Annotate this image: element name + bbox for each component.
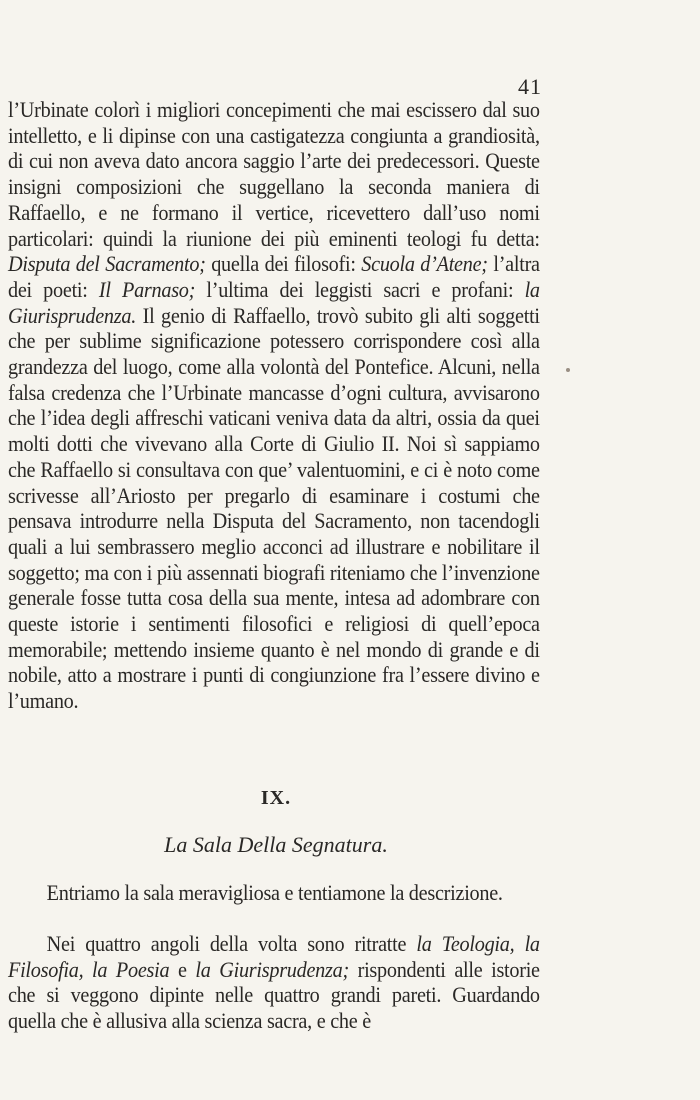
- text-run: Entriamo la sala meravigliosa e tentiamone la descrizione.: [46, 880, 503, 905]
- body-paragraph-3: [8, 931, 540, 1034]
- text-run: l’ultima dei leggisti sacri e profani:: [195, 276, 525, 302]
- section-number: IX.: [260, 787, 292, 809]
- body-paragraph-1: [8, 97, 540, 714]
- italic-text-run: la Teologia, la Filosofia, la Poesia: [8, 931, 540, 982]
- paragraph-text: [8, 880, 540, 906]
- paragraph-text: [8, 931, 540, 1034]
- text-run: l’altra dei poeti:: [8, 251, 540, 302]
- italic-text-run: Scuola d’Atene;: [361, 251, 488, 277]
- text-run: rispondenti alle istorie che si veggono dipinte nelle quattro grandi pareti. Guardando quella che è allusiva alla scienza sacra, e che è: [8, 956, 540, 1034]
- paragraph-text: [8, 97, 540, 714]
- text-run: Nei quattro angoli della volta sono ritratte: [46, 931, 417, 956]
- page-number: 41: [518, 74, 542, 99]
- text-run: e: [169, 956, 196, 982]
- italic-text-run: Disputa del Sacramento;: [8, 251, 206, 277]
- body-paragraph-2: [8, 880, 540, 906]
- italic-text-run: la Giurisprudenza.: [8, 276, 540, 328]
- text-run: Il genio di Raffaello, trovò subito gli alti soggetti che per sublime significazione potessero corrispondere così alla grandezza del luogo, come alla volontà del Pontefice. Alcuni, nella falsa credenza che l’Urbinate mancasse d’ogni cultura, avvisarono che l’idea degli affreschi vaticani veniva data da altri, ossia da quei molti dotti che vivevano alla Corte di Giulio II. Noi sì sappiamo che Raffaello si consultava con que’ valentuomini, e ci è noto come scrivesse all’Ariosto per pregarlo di esaminare i costumi che pensava introdurre nella Disputa del Sacramento, non tacendogli quali a lui sembrassero meglio acconci ad illustrare e nobilitare il soggetto; ma con i più assennati biografi riteniamo che l’invenzione generale fosse tutta cosa della sua mente, intesa ad adombrare con queste istorie i sentimenti filosofici e religiosi di quell’epoca memorabile; mettendo insieme quanto è nel mondo di grande e di nobile, atto a mostrare i punti di congiunzione fra l’essere divino e l’umano.: [8, 302, 540, 714]
- section-title: La Sala Della Segnatura.: [164, 832, 388, 857]
- margin-mark: [566, 368, 570, 372]
- text-run: l’Urbinate colorì i migliori concepimenti che mai escissero dal suo intelletto, e li dipinse con una castigatezza congiunta a grandiosità, di cui non aveva dato ancora saggio l’arte dei predecessori. Queste insigni composizioni che suggellano la seconda maniera di Raffaello, e ne formano il vertice, ricevettero dall’uso nomi particolari: quindi la riunione dei più eminenti teologi fu detta:: [8, 97, 540, 251]
- italic-text-run: la Giurisprudenza;: [195, 956, 349, 982]
- text-run: quella dei filosofi:: [205, 251, 362, 277]
- italic-text-run: Il Parnaso;: [98, 276, 196, 302]
